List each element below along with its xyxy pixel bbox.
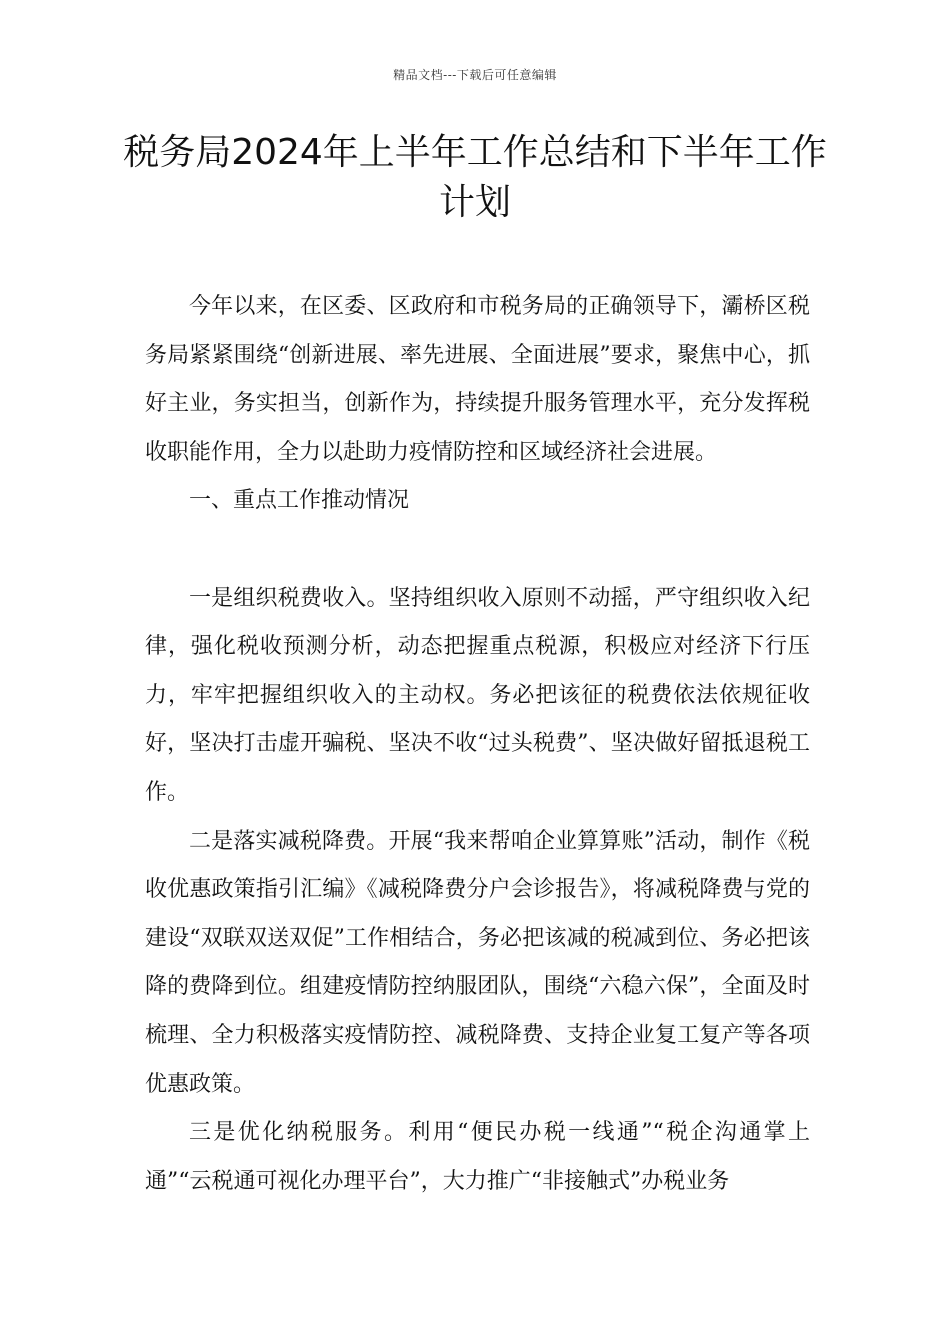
- document-header-note: 精品文档---下载后可任意编辑: [393, 68, 557, 82]
- paragraph-tax-reduction: 二是落实减税降费。开展“我来帮咱企业算算账”活动，制作《税收优惠政策指引汇编》《减税降费分户会诊报告》，将减税降费与党的建设“双联双送双促”工作相结合，务必把该减的税减到位、务必把该降的费降到位。组建疫情防控纳服团队，围绕“六稳六保”，全面及时梳理、全力积极落实疫情防控、减税降费、支持企业复工复产等各项优惠政策。: [145, 828, 810, 1097]
- paragraph-tax-service: 三是优化纳税服务。利用“便民办税一线通”“税企沟通掌上通”“云税通可视化办理平台”，大力推广“非接触式”办税业务: [145, 1120, 810, 1194]
- paragraph-intro: 今年以来，在区委、区政府和市税务局的正确领导下，灞桥区税务局紧紧围绕“创新进展、率先进展、全面进展”要求，聚焦中心，抓好主业，务实担当，创新作为，持续提升服务管理水平，充分发挥税收职能作用，全力以赴助力疫情防控和区域经济社会进展。: [145, 294, 810, 465]
- paragraph-tax-revenue: 一是组织税费收入。坚持组织收入原则不动摇，严守组织收入纪律，强化税收预测分析，动态把握重点税源，积极应对经济下行压力，牢牢把握组织收入的主动权。务必把该征的税费依法依规征收好，坚决打击虚开骗税、坚决不收“过头税费”、坚决做好留抵退税工作。: [145, 585, 810, 805]
- document-title: 税务局2024年上半年工作总结和下半年工作计划: [123, 132, 827, 223]
- section-heading-key-work: 一、重点工作推动情况: [189, 488, 410, 514]
- document-body: [145, 283, 810, 1206]
